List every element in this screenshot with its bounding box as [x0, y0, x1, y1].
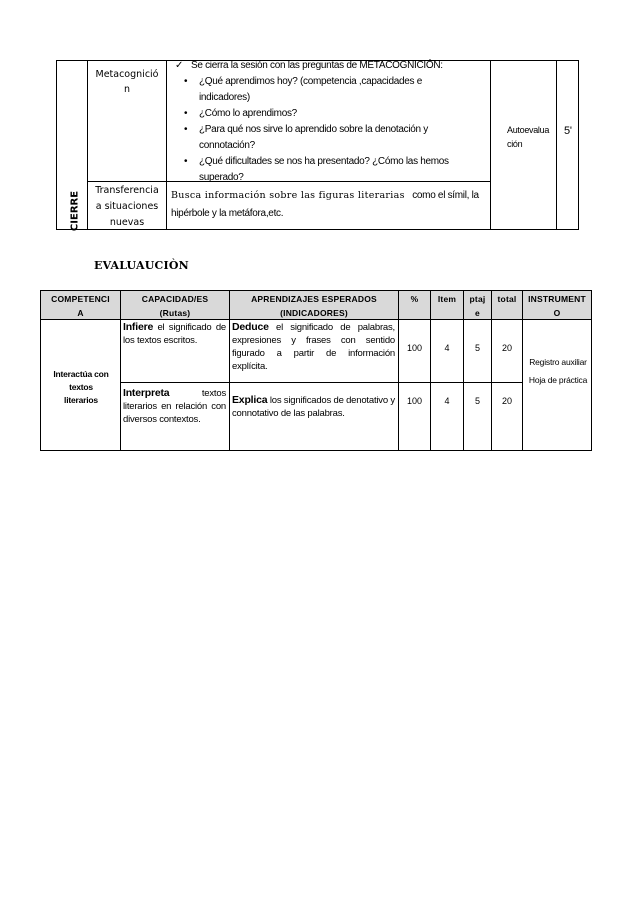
row2-porcentaje: 100 [406, 396, 423, 406]
cierre-table [56, 60, 579, 230]
row1-item: 4 [444, 343, 450, 353]
divider [120, 291, 121, 450]
meta-question: • ¿Qué dificultades se nos ha presentado? ¿Cómo las hemos superado? [184, 156, 449, 183]
divider [398, 291, 399, 450]
divider [87, 61, 88, 229]
instrumentos-cell: Registro auxiliar Hoja de práctica [528, 357, 588, 385]
row2-item: 4 [444, 396, 450, 406]
competencia-cell: Interactúa con textos literarios [53, 369, 109, 405]
divider [430, 291, 431, 450]
row1-puntaje: 5 [474, 343, 480, 353]
bullet-icon: • [184, 76, 188, 87]
header-puntaje: ptaj e [464, 291, 491, 319]
header-competencia: COMPETENCI A [41, 291, 120, 319]
divider [556, 61, 557, 229]
bullet-icon: • [184, 124, 188, 135]
transferencia-label: Transferencia a situaciones nuevas [95, 185, 159, 228]
indicador-explica: Explica los significados de denotativo y connotativo de las palabras. [232, 394, 395, 419]
meta-question: • ¿Cómo lo aprendimos? [175, 106, 489, 122]
row1-porcentaje: 100 [406, 343, 423, 353]
evaluacion-title: EVALUAUCIÒN [94, 259, 189, 272]
evaluacion-table [40, 290, 592, 451]
divider [463, 291, 464, 450]
row2-total: 20 [501, 396, 512, 406]
divider [166, 61, 167, 229]
bullet-icon: • [184, 156, 188, 167]
meta-question: • ¿Para qué nos sirve lo aprendido sobre la denotación y connotación? [184, 124, 428, 151]
tiempo: 5' [564, 125, 572, 137]
header-total: total [492, 291, 522, 319]
indicador-deduce: Deduce el significado de palabras, expresiones y frases con sentido figurado a partir de información explícita. [232, 321, 395, 372]
header-capacidades: CAPACIDAD/ES (Rutas) [121, 291, 229, 319]
capacidad-infiere: Infiere el significado de los textos escritos. [123, 321, 226, 346]
header-aprendizajes: APRENDIZAJES ESPERADOS (INDICADORES) [230, 291, 398, 319]
metacognicion-intro: ✓ Se cierra la sesión con las preguntas de METACOGNICIÓN: [191, 58, 491, 74]
header-porcentaje: % [399, 291, 430, 319]
capacidad-interpreta: Interpreta textos literarios en relación con diversos contextos. [123, 387, 226, 425]
bullet-icon: • [184, 108, 188, 119]
header-instrumento: INSTRUMENT O [523, 291, 591, 319]
divider [491, 291, 492, 450]
divider [41, 319, 591, 320]
divider [120, 382, 522, 383]
divider [522, 291, 523, 450]
row1-total: 20 [501, 343, 512, 353]
divider [229, 291, 230, 450]
row2-puntaje: 5 [474, 396, 480, 406]
instrumento-autoevaluacion: Autoevalua ción [507, 125, 550, 149]
transferencia-text: Busca información sobre las figuras literarias como el símil, la hipérbole y la metáfora,etc. [171, 190, 479, 219]
metacognicion-label: Metacognició n [95, 69, 159, 95]
header-item: Item [431, 291, 463, 319]
checkmark-icon: ✓ [175, 60, 184, 71]
cierre-section-label: CIERRE [69, 190, 81, 232]
meta-question: • ¿Qué aprendimos hoy? (competencia ,capacidades e indicadores) [184, 76, 422, 103]
